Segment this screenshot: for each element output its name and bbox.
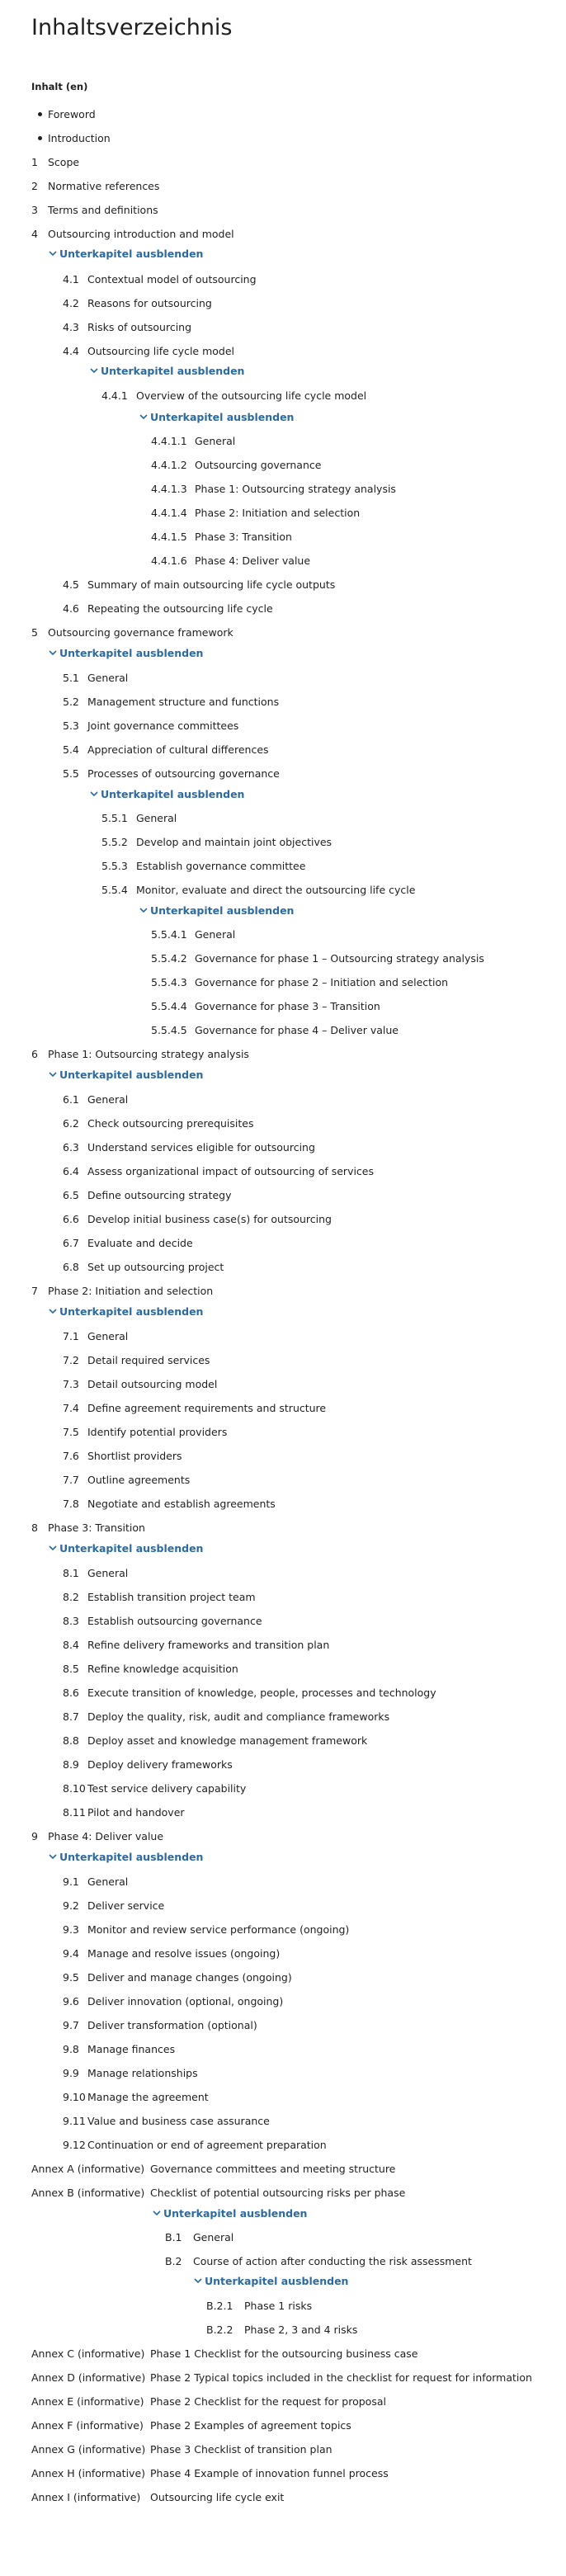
toc-entry-number: 4.4.1 [101, 389, 128, 402]
toc-entry-number: 9.1 [63, 1875, 79, 1888]
toc-entry-number: 5.5.4 [101, 884, 128, 896]
toc-entry-number: 9 [31, 1830, 38, 1842]
chevron-down-icon [48, 1543, 58, 1553]
toc-entry-title[interactable]: Continuation or end of agreement preparation [87, 2139, 327, 2151]
toc-entry-title[interactable]: Identify potential providers [87, 1426, 228, 1438]
toc-entry-number: 2 [31, 180, 38, 192]
toc-entry-number: 4 [31, 228, 38, 240]
page-title: Inhaltsverzeichnis [31, 15, 233, 40]
toc-entry-number: 4.4.1.5 [151, 531, 187, 543]
collapse-subchapters-label: Unterkapitel ausblenden [59, 248, 204, 260]
toc-entry-number: 8.1 [63, 1567, 79, 1579]
chevron-down-icon [89, 366, 99, 375]
toc-entry-number: 6 [31, 1048, 38, 1060]
toc-entry-title[interactable]: Phase 2, 3 and 4 risks [244, 2324, 358, 2336]
toc-entry-title[interactable]: Outsourcing life cycle model [87, 345, 234, 357]
chevron-down-icon [89, 789, 99, 799]
toc-entry-number: 4.4.1.6 [151, 554, 187, 567]
toc-entry-number: 4.3 [63, 321, 79, 333]
toc-entry-number: 9.10 [63, 2091, 86, 2103]
toc-entry-number: 9.6 [63, 1995, 79, 2007]
toc-entry-title[interactable]: Phase 3: Transition [195, 531, 292, 543]
toc-entry-number [38, 106, 42, 124]
toc-entry-number: 9.12 [63, 2139, 86, 2151]
toc-entry-title[interactable]: Refine knowledge acquisition [87, 1663, 238, 1675]
toc-entry-number: 5.5.4.1 [151, 928, 187, 941]
toc-entry-title[interactable]: Appreciation of cultural differences [87, 743, 269, 756]
toc-entry-title[interactable]: Phase 1: Outsourcing strategy analysis [48, 1048, 249, 1060]
toc-entry-number: 8.2 [63, 1591, 79, 1603]
toc-entry-title[interactable]: Outsourcing governance framework [48, 626, 233, 639]
toc-entry-number: 5.5 [63, 767, 79, 780]
toc-entry-number: 5.2 [63, 696, 79, 708]
toc-entry-number: 9.9 [63, 2067, 79, 2079]
toc-entry-title[interactable]: Deliver innovation (optional, ongoing) [87, 1995, 284, 2007]
toc-entry-number: 5.5.4.5 [151, 1024, 187, 1036]
collapse-subchapters-toggle[interactable] [48, 1540, 203, 1557]
toc-entry-number: 5.1 [63, 672, 79, 684]
toc-entry-title[interactable]: Contextual model of outsourcing [87, 273, 257, 285]
toc-entry-number: 5 [31, 626, 38, 639]
toc-entry-number: 5.3 [63, 719, 79, 732]
chevron-down-icon [48, 648, 58, 658]
collapse-subchapters-label: Unterkapitel ausblenden [101, 365, 245, 377]
toc-entry-title[interactable]: General [87, 1875, 129, 1888]
toc-entry-number: 4.4 [63, 345, 79, 357]
collapse-subchapters-label: Unterkapitel ausblenden [59, 1069, 204, 1081]
toc-entry-number: 6.7 [63, 1237, 79, 1249]
toc-entry-title[interactable]: Understand services eligible for outsourcing [87, 1141, 315, 1154]
toc-entry-title[interactable]: Outline agreements [87, 1474, 191, 1486]
toc-entry-number: 4.1 [63, 273, 79, 285]
toc-entry-title[interactable]: Phase 2 Examples of agreement topics [150, 2419, 351, 2432]
toc-entry-title[interactable]: Phase 4: Deliver value [195, 554, 311, 567]
toc-entry-title[interactable]: Risks of outsourcing [87, 321, 192, 333]
toc-entry-number: 6.8 [63, 1261, 79, 1273]
toc-entry-title[interactable]: Course of action after conducting the risk assessment [193, 2255, 472, 2267]
collapse-subchapters-label: Unterkapitel ausblenden [101, 788, 245, 800]
toc-entry-number: 7.3 [63, 1378, 79, 1390]
chevron-down-icon [48, 1069, 58, 1079]
toc-entry-title[interactable]: Phase 1: Outsourcing strategy analysis [195, 483, 396, 495]
toc-entry-number: B.2.2 [206, 2324, 233, 2336]
toc-entry-number: 9.5 [63, 1971, 79, 1984]
toc-entry-title[interactable]: Deliver transformation (optional) [87, 2019, 257, 2031]
collapse-subchapters-label: Unterkapitel ausblenden [59, 1851, 204, 1863]
toc-entry-title[interactable]: Outsourcing life cycle exit [150, 2491, 285, 2503]
toc-entry-number: 5.5.4.4 [151, 1000, 187, 1012]
toc-entry-title[interactable]: Foreword [48, 108, 96, 120]
toc-entry-title[interactable]: Develop initial business case(s) for outsourcing [87, 1213, 332, 1225]
toc-entry-title[interactable]: Repeating the outsourcing life cycle [87, 602, 273, 615]
toc-entry-number: 5.4 [63, 743, 79, 756]
toc-entry-title[interactable]: Normative references [48, 180, 160, 192]
collapse-subchapters-toggle[interactable] [89, 786, 244, 803]
collapse-subchapters-label: Unterkapitel ausblenden [59, 1305, 204, 1318]
toc-entry-number: 7.5 [63, 1426, 79, 1438]
toc-entry-title[interactable]: Deploy the quality, risk, audit and compliance frameworks [87, 1710, 390, 1723]
toc-entry-title[interactable]: Set up outsourcing project [87, 1261, 224, 1273]
toc-entry-number: 9.2 [63, 1899, 79, 1912]
toc-entry-number: Annex D (informative) [31, 2371, 146, 2384]
toc-entry-number: Annex B (informative) [31, 2187, 145, 2199]
toc-entry-title[interactable]: Manage finances [87, 2043, 176, 2055]
toc-entry-number: 9.3 [63, 1923, 79, 1936]
chevron-down-icon [139, 412, 149, 422]
toc-entry-number: 3 [31, 204, 38, 216]
toc-entry-number: 4.4.1.4 [151, 507, 187, 519]
toc-entry-number: 7.4 [63, 1402, 79, 1414]
toc-entry-title[interactable]: Monitor, evaluate and direct the outsourcing life cycle [136, 884, 416, 896]
toc-entry-number: 4.4.1.3 [151, 483, 187, 495]
toc-entry-title[interactable]: Pilot and handover [87, 1806, 185, 1819]
toc-entry-number: 4.2 [63, 297, 79, 309]
toc-entry-title[interactable]: Governance for phase 4 – Deliver value [195, 1024, 399, 1036]
toc-entry-title[interactable]: Evaluate and decide [87, 1237, 193, 1249]
toc-entry-title[interactable]: Phase 3: Transition [48, 1522, 145, 1534]
toc-entry-title[interactable]: General [87, 1330, 129, 1342]
toc-entry-title[interactable]: Phase 2: Initiation and selection [195, 507, 361, 519]
collapse-subchapters-toggle[interactable] [89, 363, 244, 380]
toc-entry-title[interactable]: Phase 1 risks [244, 2300, 313, 2312]
toc-entry-number: 7.6 [63, 1450, 79, 1462]
toc-entry-number: 4.5 [63, 578, 79, 591]
toc-entry-title[interactable]: Reasons for outsourcing [87, 297, 212, 309]
chevron-down-icon [48, 1852, 58, 1861]
toc-entry-number: 8.4 [63, 1639, 79, 1651]
collapse-subchapters-label: Unterkapitel ausblenden [150, 904, 295, 917]
toc-subheading: Inhalt (en) [31, 81, 88, 92]
chevron-down-icon [193, 2276, 203, 2286]
toc-entry-title[interactable]: Deliver and manage changes (ongoing) [87, 1971, 292, 1984]
toc-entry-number: 5.5.2 [101, 836, 128, 848]
collapse-subchapters-label: Unterkapitel ausblenden [163, 2207, 308, 2220]
toc-entry-number: 4.4.1.2 [151, 459, 187, 471]
toc-entry-title[interactable]: Processes of outsourcing governance [87, 767, 280, 780]
toc-entry-title[interactable]: Establish governance committee [136, 860, 306, 872]
toc-entry-number: 5.5.1 [101, 812, 128, 824]
toc-entry-title[interactable]: Establish outsourcing governance [87, 1615, 262, 1627]
toc-entry-number: Annex A (informative) [31, 2163, 145, 2175]
toc-entry-number: 9.8 [63, 2043, 79, 2055]
toc-entry-title[interactable]: Deploy asset and knowledge management framework [87, 1734, 368, 1747]
toc-entry-title[interactable]: General [87, 1093, 129, 1106]
toc-entry-title[interactable]: Test service delivery capability [87, 1782, 247, 1795]
toc-entry-number: B.1 [165, 2231, 182, 2243]
toc-entry-title[interactable]: Define agreement requirements and structure [87, 1402, 327, 1414]
toc-entry-number: 8.3 [63, 1615, 79, 1627]
collapse-subchapters-toggle[interactable] [139, 409, 294, 426]
toc-entry-title[interactable]: Refine delivery frameworks and transition plan [87, 1639, 330, 1651]
toc-entry-title[interactable]: Phase 2 Typical topics included in the checklist for request for information [150, 2371, 532, 2384]
toc-entry-number: Annex H (informative) [31, 2467, 146, 2479]
toc-entry-title[interactable]: Deploy delivery frameworks [87, 1758, 233, 1771]
collapse-subchapters-label: Unterkapitel ausblenden [59, 1542, 204, 1555]
toc-entry-number: Annex F (informative) [31, 2419, 144, 2432]
collapse-subchapters-toggle[interactable] [48, 1849, 203, 1866]
toc-entry-number: 8 [31, 1522, 38, 1534]
toc-entry-number: Annex G (informative) [31, 2443, 146, 2456]
toc-entry-title[interactable]: General [195, 928, 236, 941]
collapse-subchapters-toggle[interactable] [48, 246, 203, 262]
chevron-down-icon [48, 248, 58, 258]
toc-entry-title[interactable]: Phase 2: Initiation and selection [48, 1285, 214, 1297]
toc-entry-title[interactable]: Governance for phase 2 – Initiation and selection [195, 976, 449, 988]
toc-entry-number: 8.10 [63, 1782, 86, 1795]
toc-entry-number: 9.11 [63, 2115, 86, 2127]
toc-entry-title[interactable]: Shortlist providers [87, 1450, 182, 1462]
toc-entry-number: 6.3 [63, 1141, 79, 1154]
toc-entry-title[interactable]: Scope [48, 156, 80, 168]
toc-entry-title[interactable]: Introduction [48, 132, 111, 144]
toc-entry-number: 8.5 [63, 1663, 79, 1675]
toc-entry-title[interactable]: Manage and resolve issues (ongoing) [87, 1947, 281, 1960]
toc-entry-title[interactable]: General [87, 672, 129, 684]
toc-entry-number: 7.2 [63, 1354, 79, 1366]
toc-entry-title[interactable]: Phase 2 Checklist for the request for proposal [150, 2395, 386, 2408]
toc-entry-number: Annex C (informative) [31, 2347, 145, 2360]
toc-entry-number: 9.4 [63, 1947, 79, 1960]
toc-entry-number: 8.8 [63, 1734, 79, 1747]
collapse-subchapters-label: Unterkapitel ausblenden [59, 647, 204, 659]
toc-entry-title[interactable]: Summary of main outsourcing life cycle outputs [87, 578, 336, 591]
toc-entry-number: 7.8 [63, 1498, 79, 1510]
bullet-icon [38, 112, 42, 116]
collapse-subchapters-toggle[interactable] [152, 2206, 307, 2222]
toc-entry-number: 5.5.3 [101, 860, 128, 872]
toc-entry-number: 6.5 [63, 1189, 79, 1201]
collapse-subchapters-toggle[interactable] [48, 1304, 203, 1320]
toc-entry-number: 6.2 [63, 1117, 79, 1130]
toc-entry-title[interactable]: Manage the agreement [87, 2091, 209, 2103]
chevron-down-icon [139, 905, 149, 915]
toc-entry-number: 4.4.1.1 [151, 435, 187, 447]
toc-entry-title[interactable]: Phase 1 Checklist for the outsourcing business case [150, 2347, 418, 2360]
toc-entry-title[interactable]: Detail outsourcing model [87, 1378, 218, 1390]
toc-entry-title[interactable]: Phase 3 Checklist of transition plan [150, 2443, 333, 2456]
toc-entry-number: 8.9 [63, 1758, 79, 1771]
toc-entry-title[interactable]: Assess organizational impact of outsourcing of services [87, 1165, 375, 1177]
toc-entry-title[interactable]: General [195, 435, 236, 447]
toc-entry-title[interactable]: Deliver service [87, 1899, 165, 1912]
toc-entry-title[interactable]: Execute transition of knowledge, people, processes and technology [87, 1687, 436, 1699]
collapse-subchapters-toggle[interactable] [139, 903, 294, 919]
toc-entry-number: 5.5.4.3 [151, 976, 187, 988]
toc-entry-title[interactable]: General [87, 1567, 129, 1579]
collapse-subchapters-label: Unterkapitel ausblenden [205, 2275, 349, 2287]
chevron-down-icon [48, 1306, 58, 1316]
toc-entry-number: 6.4 [63, 1165, 79, 1177]
toc-entry-number: 6.1 [63, 1093, 79, 1106]
toc-entry-number: Annex E (informative) [31, 2395, 144, 2408]
toc-entry-number [38, 130, 42, 148]
toc-entry-title[interactable]: Phase 4: Deliver value [48, 1830, 164, 1842]
toc-entry-number: 1 [31, 156, 38, 168]
toc-entry-number: 8.7 [63, 1710, 79, 1723]
toc-entry-number: Annex I (informative) [31, 2491, 141, 2503]
toc-entry-title[interactable]: Monitor and review service performance (ongoing) [87, 1923, 350, 1936]
collapse-subchapters-toggle[interactable] [193, 2273, 348, 2290]
toc-entry-number: 7.1 [63, 1330, 79, 1342]
toc-entry-title[interactable]: Check outsourcing prerequisites [87, 1117, 254, 1130]
toc-entry-title[interactable]: Terms and definitions [48, 204, 158, 216]
toc-entry-title[interactable]: Governance for phase 3 – Transition [195, 1000, 380, 1012]
toc-entry-title[interactable]: Checklist of potential outsourcing risks per phase [150, 2187, 406, 2199]
toc-entry-number: 6.6 [63, 1213, 79, 1225]
toc-entry-number: 8.6 [63, 1687, 79, 1699]
toc-entry-number: 9.7 [63, 2019, 79, 2031]
toc-entry-number: 7 [31, 1285, 38, 1297]
toc-entry-title[interactable]: Joint governance committees [87, 719, 239, 732]
toc-entry-title[interactable]: General [136, 812, 177, 824]
collapse-subchapters-toggle[interactable] [48, 645, 203, 662]
collapse-subchapters-toggle[interactable] [48, 1067, 203, 1083]
toc-entry-title[interactable]: Manage relationships [87, 2067, 198, 2079]
toc-entry-title[interactable]: Value and business case assurance [87, 2115, 270, 2127]
toc-entry-number: 5.5.4.2 [151, 952, 187, 965]
toc-entry-title[interactable]: Management structure and functions [87, 696, 280, 708]
toc-entry-number: 4.6 [63, 602, 79, 615]
bullet-icon [38, 136, 42, 140]
toc-entry-number: 7.7 [63, 1474, 79, 1486]
toc-entry-title[interactable]: Outsourcing governance [195, 459, 322, 471]
toc-entry-title[interactable]: Detail required services [87, 1354, 210, 1366]
toc-entry-number: 8.11 [63, 1806, 86, 1819]
chevron-down-icon [152, 2208, 162, 2218]
toc-entry-title[interactable]: Overview of the outsourcing life cycle model [136, 389, 367, 402]
toc-entry-title[interactable]: Governance committees and meeting structure [150, 2163, 396, 2175]
toc-entry-title[interactable]: Define outsourcing strategy [87, 1189, 232, 1201]
toc-entry-title[interactable]: General [193, 2231, 234, 2243]
toc-entry-title[interactable]: Governance for phase 1 – Outsourcing strategy analysis [195, 952, 484, 965]
collapse-subchapters-label: Unterkapitel ausblenden [150, 411, 295, 423]
toc-entry-title[interactable]: Negotiate and establish agreements [87, 1498, 276, 1510]
toc-entry-number: B.2 [165, 2255, 182, 2267]
toc-entry-title[interactable]: Outsourcing introduction and model [48, 228, 234, 240]
toc-entry-number: B.2.1 [206, 2300, 233, 2312]
toc-entry-title[interactable]: Develop and maintain joint objectives [136, 836, 333, 848]
toc-entry-title[interactable]: Establish transition project team [87, 1591, 256, 1603]
toc-entry-title[interactable]: Phase 4 Example of innovation funnel process [150, 2467, 389, 2479]
